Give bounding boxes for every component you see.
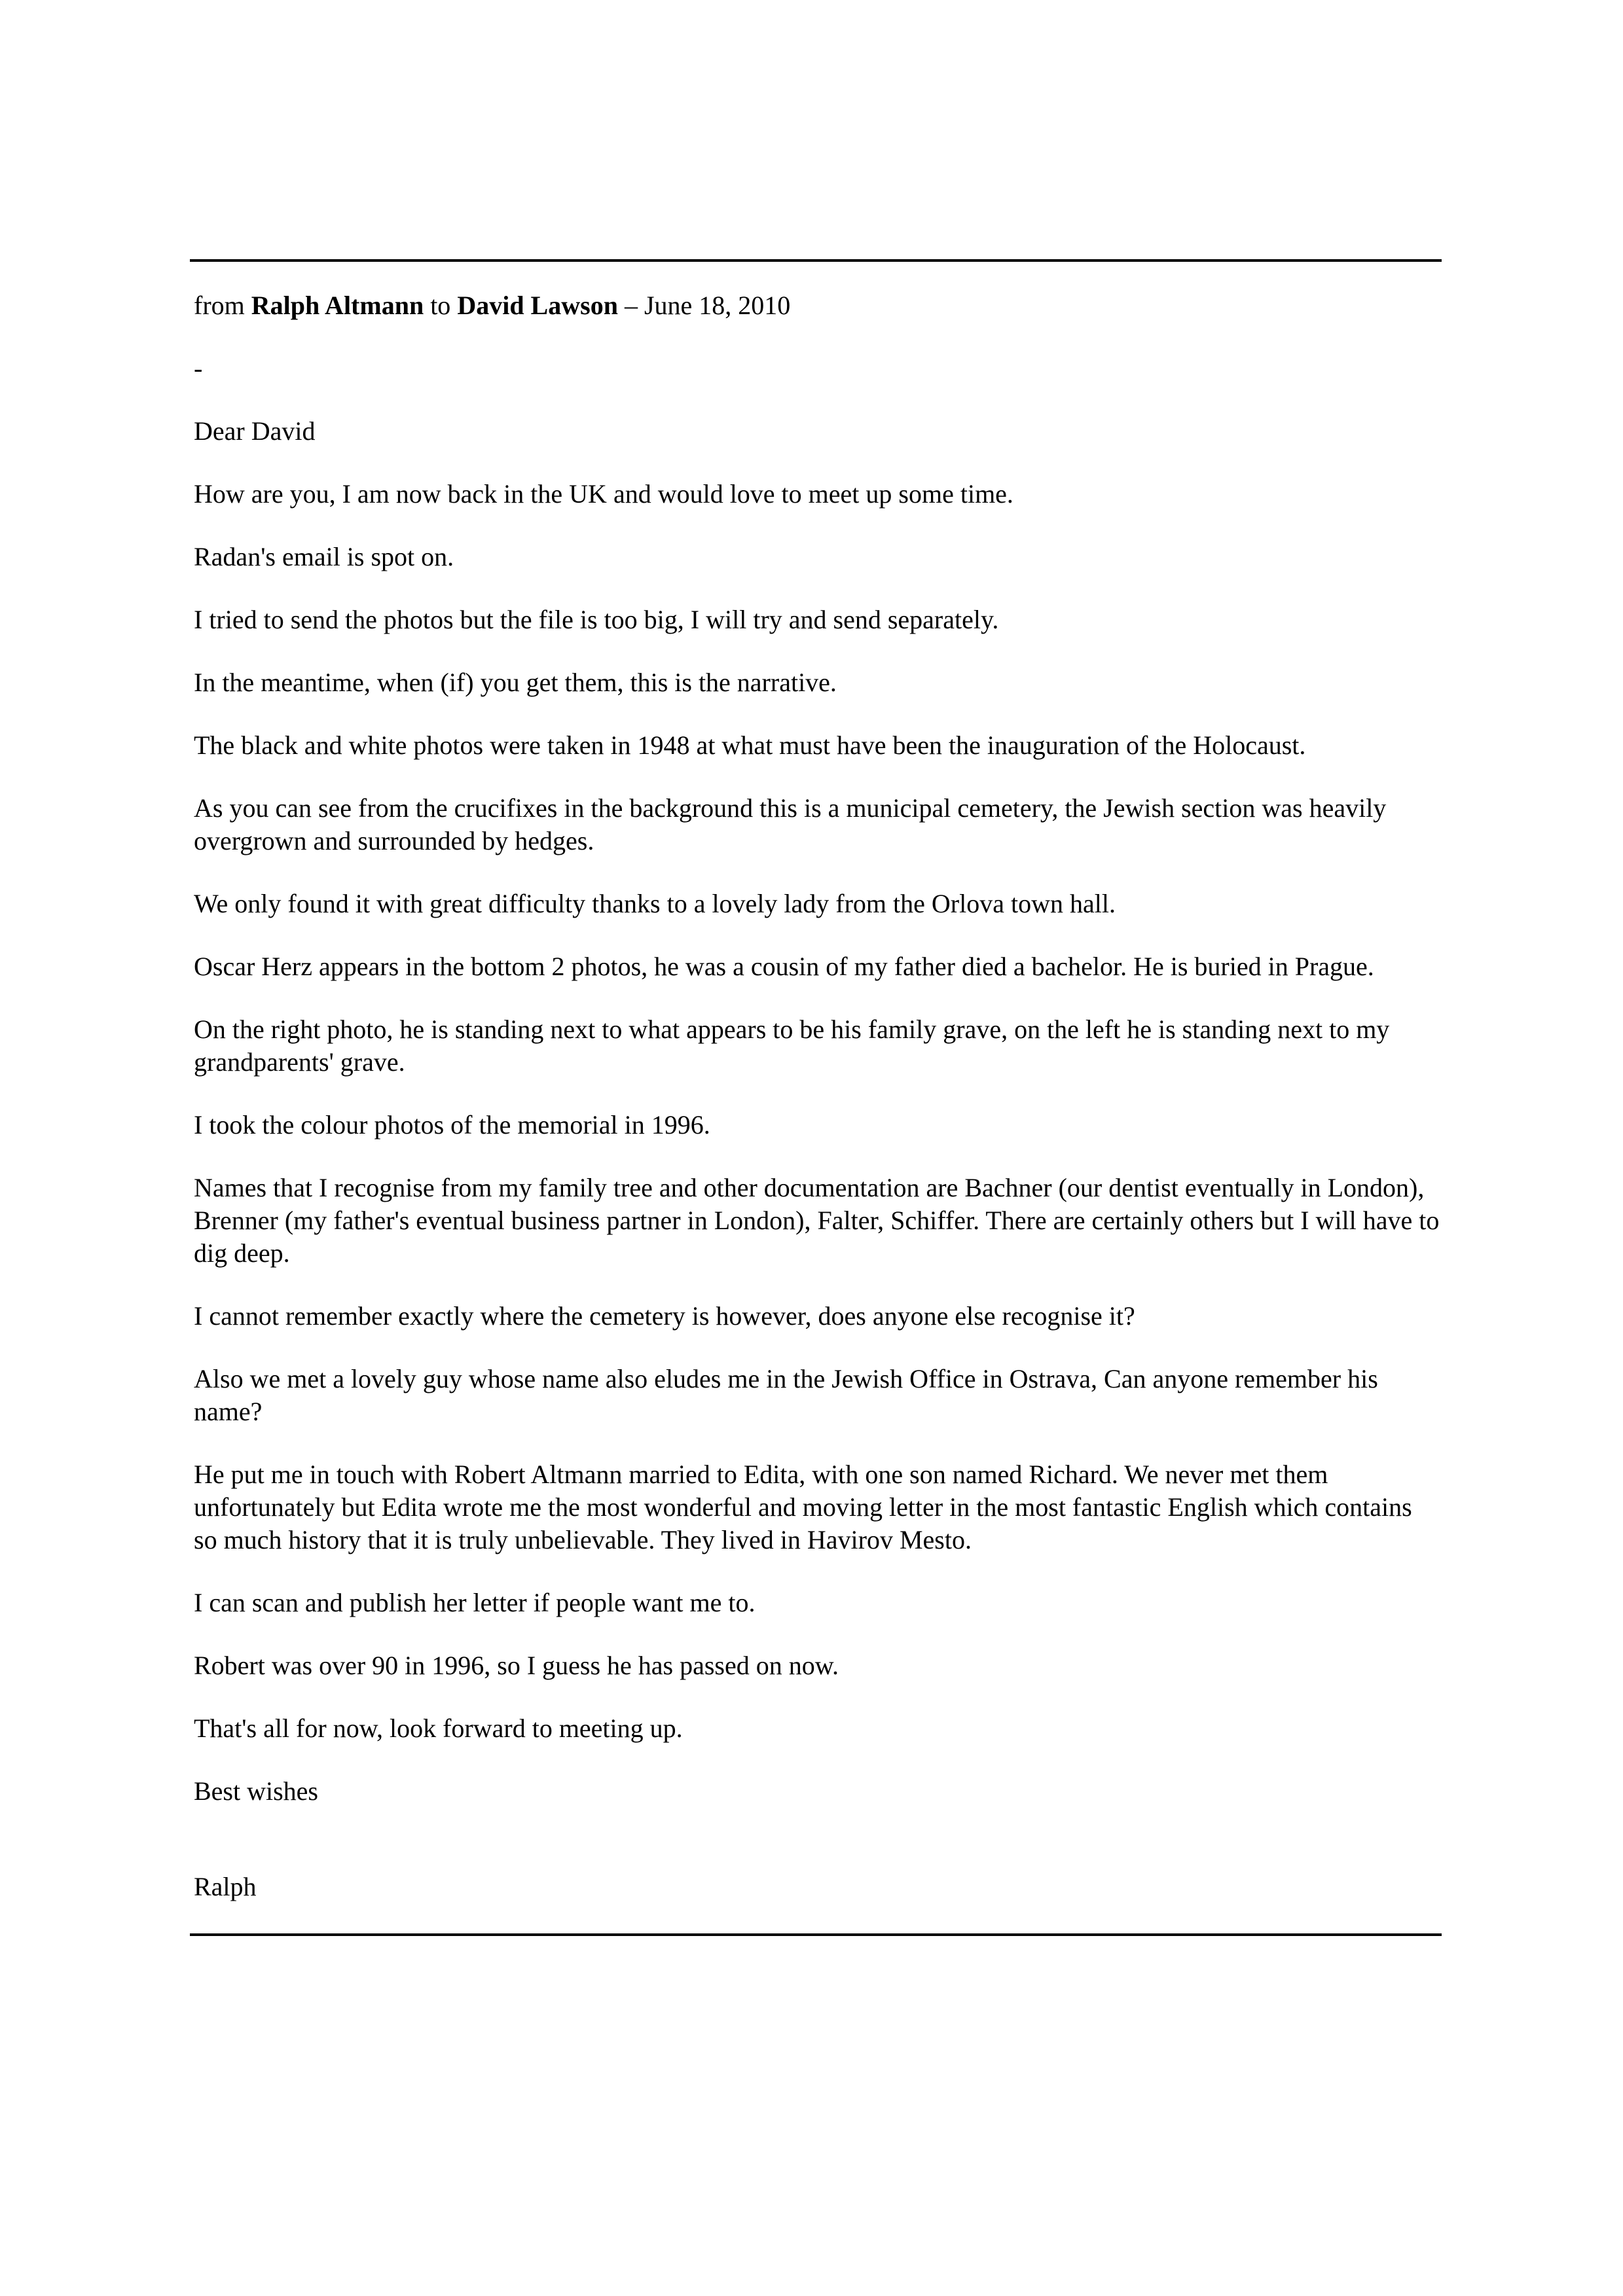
letter-header (194, 289, 1442, 322)
paragraph: I can scan and publish her letter if people want me to. (194, 1588, 756, 1617)
paragraph: On the right photo, he is standing next to what appears to be his family grave, on the left he is standing next to my grandparents' grave. (194, 1014, 1390, 1077)
paragraph: In the meantime, when (if) you get them, this is the narrative. (194, 668, 837, 697)
recipient-name: David Lawson (457, 291, 618, 320)
letter-date: – June 18, 2010 (624, 291, 791, 320)
sender-name: Ralph Altmann (251, 291, 424, 320)
from-word: from (194, 291, 245, 320)
paragraph: Also we met a lovely guy whose name also eludes me in the Jewish Office in Ostrava, Can anyone remember his name? (194, 1364, 1378, 1426)
paragraph: As you can see from the crucifixes in the background this is a municipal cemetery, the Jewish section was heavily overgrown and surrounded by hedges. (194, 793, 1387, 855)
paragraph: Radan's email is spot on. (194, 542, 454, 571)
salutation: Dear David (194, 416, 316, 446)
paragraph: The black and white photos were taken in 1948 at what must have been the inauguration of the Holocaust. (194, 730, 1306, 760)
signature: Ralph (194, 1872, 257, 1901)
top-divider (190, 259, 1442, 262)
bottom-divider (190, 1933, 1442, 1936)
paragraph: Robert was over 90 in 1996, so I guess he has passed on now. (194, 1651, 839, 1680)
paragraph: I cannot remember exactly where the cemetery is however, does anyone else recognise it? (194, 1301, 1135, 1331)
paragraph: I took the colour photos of the memorial in 1996. (194, 1110, 710, 1139)
paragraph: Names that I recognise from my family tree and other documentation are Bachner (our dentist eventually in London), Brenner (my father's eventual business partner in London), Falter, Schiffer. There are certainly others but I will have to dig deep. (194, 1173, 1440, 1268)
to-word: to (430, 291, 451, 320)
paragraph: Oscar Herz appears in the bottom 2 photos, he was a cousin of my father died a bachelor. He is buried in Prague. (194, 952, 1374, 981)
letter-body (194, 289, 1442, 1903)
paragraph: I tried to send the photos but the file is too big, I will try and send separately. (194, 605, 999, 634)
closing: Best wishes (194, 1776, 318, 1806)
paragraph: How are you, I am now back in the UK and would love to meet up some time. (194, 479, 1013, 509)
paragraph: We only found it with great difficulty thanks to a lovely lady from the Orlova town hall. (194, 889, 1116, 918)
separator-dash: - (194, 353, 203, 383)
paragraph: He put me in touch with Robert Altmann married to Edita, with one son named Richard. We never met them unfortunately but Edita wrote me the most wonderful and moving letter in the most fantastic English which contains so much history that it is truly unbelievable. They lived in Havirov Mesto. (194, 1460, 1412, 1554)
paragraph: That's all for now, look forward to meeting up. (194, 1713, 683, 1743)
